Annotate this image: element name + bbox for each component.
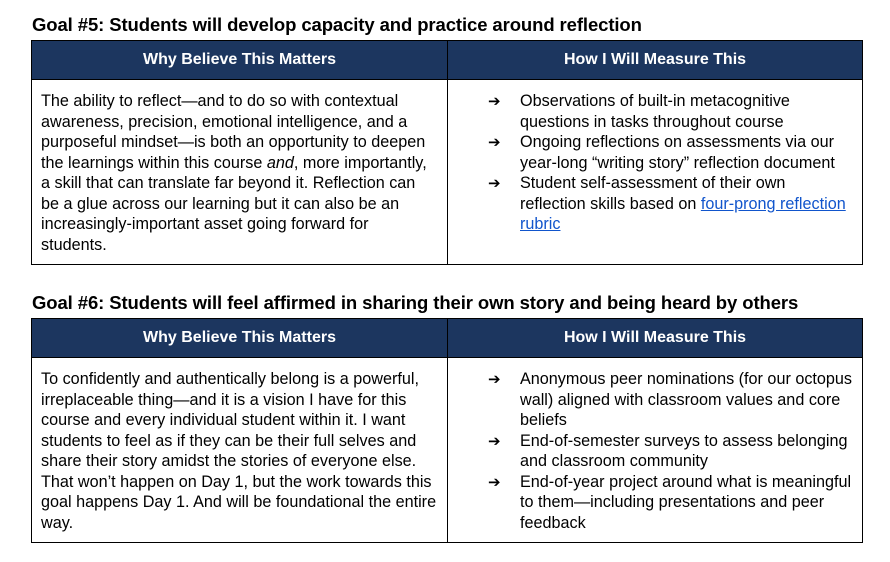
goal-6-title: Goal #6: Students will feel affirmed in sharing their own story and being heard by others xyxy=(32,292,799,313)
measure-header: How I Will Measure This xyxy=(448,41,863,80)
why-header: Why Believe This Matters xyxy=(32,41,448,80)
table-header-row xyxy=(32,319,863,358)
table-header-row xyxy=(32,41,863,80)
arrow-right-icon: ➔ xyxy=(488,92,501,110)
list-item: ➔ Anonymous peer nominations (for our octopus wall) aligned with classroom values and core beliefs xyxy=(488,370,853,429)
why-header: Why Believe This Matters xyxy=(32,319,448,358)
goal-6-table xyxy=(31,318,863,543)
why-text-cont: , more importantly, a skill that can translate far beyond it. Reflection can be a glue across our learning but it can also be an increasingly-important asset going forward for students. xyxy=(41,153,427,254)
arrow-right-icon: ➔ xyxy=(488,174,501,192)
goal-5-table xyxy=(31,40,863,265)
arrow-right-icon: ➔ xyxy=(488,472,501,491)
list-item: ➔ Student self-assessment of their own reflection skills based on four-prong reflection rubric xyxy=(488,174,846,233)
measure-cell xyxy=(448,80,863,265)
goal-5-title: Goal #5: Students will develop capacity and practice around reflection xyxy=(32,14,642,35)
measure-header: How I Will Measure This xyxy=(448,319,863,358)
measure-cell xyxy=(448,358,863,543)
why-text: The ability to reflect—and to do so with contextual awareness, precision, emotional intelligence, and a purposeful mindset—is both an opportunity to deepen the learnings within this course xyxy=(41,92,426,172)
arrow-right-icon: ➔ xyxy=(488,431,501,450)
rubric-link[interactable]: four-prong reflection rubric xyxy=(520,194,846,233)
list-item: ➔ End-of-semester surveys to assess belonging and classroom community xyxy=(488,431,848,470)
why-emphasis: and xyxy=(266,153,294,172)
measure-list xyxy=(488,369,854,533)
measure-list xyxy=(488,91,854,235)
arrow-right-icon: ➔ xyxy=(488,370,501,388)
list-item: ➔ End-of-year project around what is meaningful to them—including presentations and peer feedback xyxy=(488,472,852,532)
why-cell: To confidently and authentically belong is a powerful, irreplaceable thing—and it is a vision I have for this course and every individual student within it. I want students to feel as if they can be their full selves and share their story amidst the stories of everyone else. That won’t happen on Day 1, but the work towards this goal happens Day 1. And will be foundational the entire way. xyxy=(32,358,448,543)
table-row xyxy=(32,80,863,265)
list-item: ➔ Observations of built-in metacognitive questions in tasks throughout course xyxy=(488,92,790,131)
table-row xyxy=(32,358,863,543)
list-item: ➔ Ongoing reflections on assessments via our year-long “writing story” reflection document xyxy=(488,133,835,172)
arrow-right-icon: ➔ xyxy=(488,133,501,151)
why-cell xyxy=(32,80,448,265)
